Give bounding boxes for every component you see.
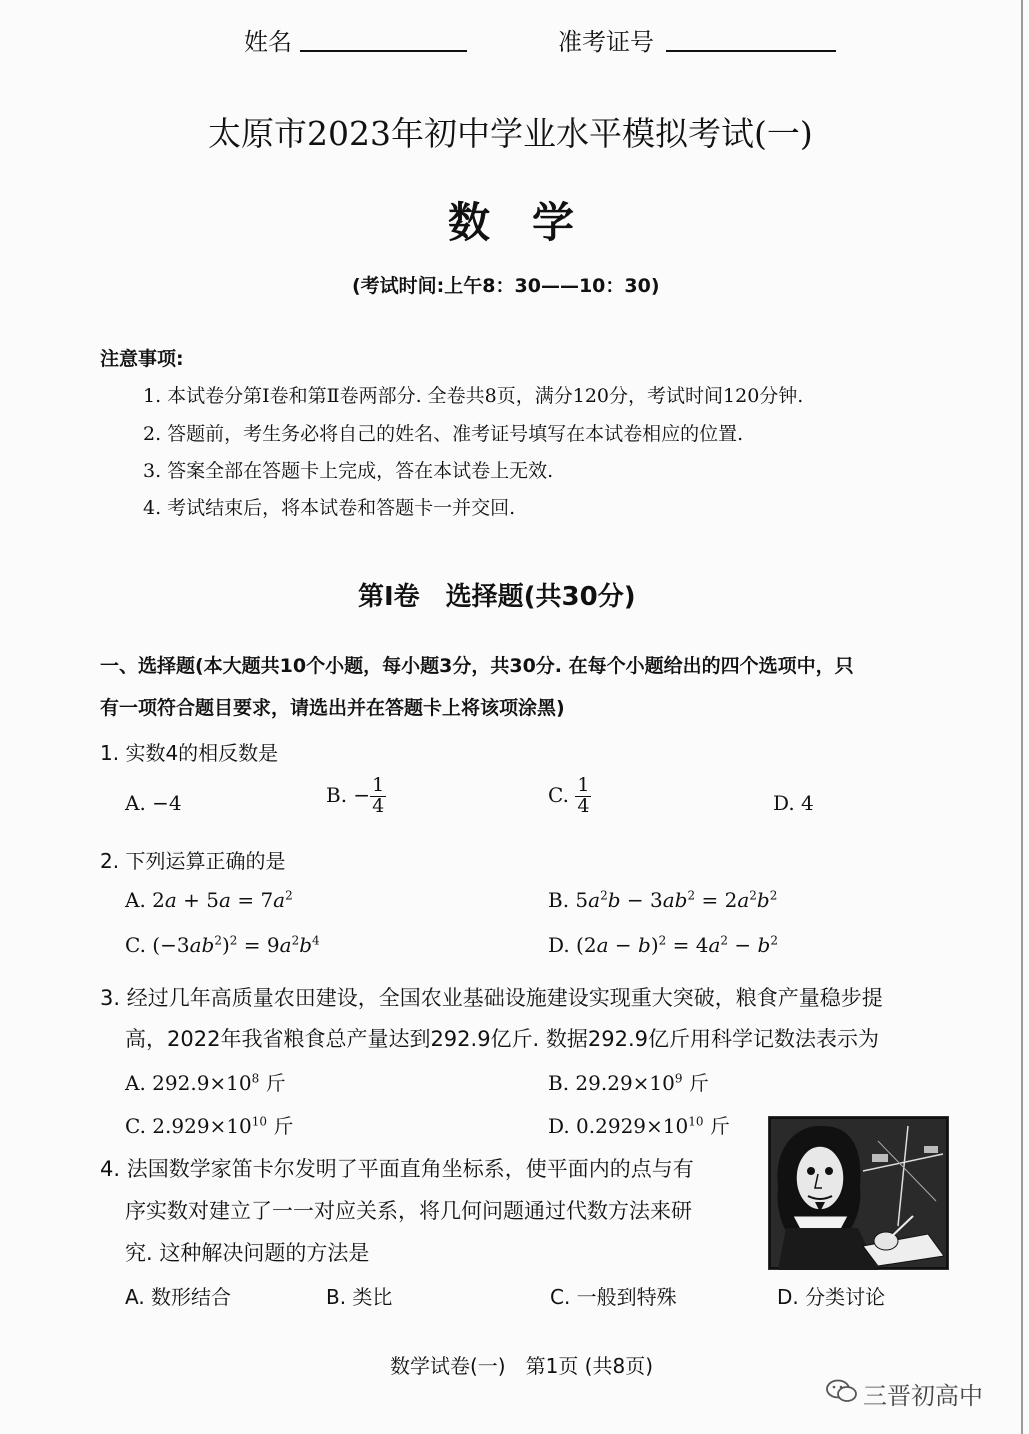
q4-option-c: C. 一般到特殊 xyxy=(550,1285,677,1309)
q3-stem: 3. 经过几年高质量农田建设，全国农业基础设施建设实现重大突破，粮食产量稳步提 xyxy=(100,986,883,1010)
wechat-icon xyxy=(826,1379,858,1403)
q3-option-c: C. $2.929\times 10^{10}$ 斤 xyxy=(125,1114,294,1138)
q1-option-c xyxy=(548,776,591,817)
q3-stem-cont: 高，2022年我省粮食总产量达到292.9亿斤. 数据292.9亿斤用科学记数法表示为 xyxy=(125,1027,880,1051)
q1-option-a: A. −4 xyxy=(125,791,182,815)
watermark-text: 三晋初高中 xyxy=(863,1382,983,1410)
descartes-portrait-image xyxy=(768,1116,949,1270)
q3-option-a: A. $292.9\times 10^8$ 斤 xyxy=(125,1071,286,1095)
page-edge xyxy=(1021,0,1023,1434)
fraction-numerator: 1 xyxy=(577,774,590,796)
q2-stem: 2. 下列运算正确的是 xyxy=(100,849,286,873)
name-label: 姓名 xyxy=(244,28,292,56)
q2-option-b: B. $5a^2b - 3ab^2 = 2a^2b^2$ xyxy=(548,888,778,912)
q2-option-d: D. $(2a - b)^2 = 4a^2 - b^2$ xyxy=(548,933,778,957)
q4-stem-cont: 究. 这种解决问题的方法是 xyxy=(125,1241,370,1265)
q1-option-b xyxy=(326,776,386,817)
q1-option-d: D. 4 xyxy=(773,791,814,815)
q2-option-c: C. $(-3ab^2)^2 = 9a^2b^4$ xyxy=(125,933,320,957)
fraction-denominator: 4 xyxy=(577,794,590,817)
exam-title: 太原市2023年初中学业水平模拟考试(一) xyxy=(208,114,813,153)
q1-option-c-fraction xyxy=(575,776,591,817)
fraction-denominator: 4 xyxy=(372,794,385,817)
subject-title: 数 学 xyxy=(448,198,575,247)
notes-heading: 注意事项: xyxy=(100,348,184,370)
q1-stem: 1. 实数4的相反数是 xyxy=(100,741,279,765)
note-item: 4. 考试结束后，将本试卷和答题卡一并交回. xyxy=(143,497,516,519)
q1-option-c-prefix: C. xyxy=(548,782,569,807)
q3-option-b: B. $29.29\times 10^9$ 斤 xyxy=(548,1071,709,1095)
note-item: 3. 答案全部在答题卡上完成，答在本试卷上无效. xyxy=(143,460,554,482)
q1-option-b-fraction xyxy=(370,776,386,817)
name-field[interactable] xyxy=(300,50,467,52)
q4-option-b: B. 类比 xyxy=(326,1285,393,1309)
note-item: 2. 答题前，考生务必将自己的姓名、准考证号填写在本试卷相应的位置. xyxy=(143,423,744,445)
descartes-illustration xyxy=(768,1116,949,1270)
q4-stem: 4. 法国数学家笛卡尔发明了平面直角坐标系，使平面内的点与有 xyxy=(100,1157,694,1181)
q3-option-d: D. $0.2929\times 10^{10}$ 斤 xyxy=(548,1114,730,1138)
part-one-instructions-cont: 有一项符合题目要求，请选出并在答题卡上将该项涂黑) xyxy=(100,697,565,719)
exam-time: (考试时间:上午8：30——10：30) xyxy=(352,275,660,297)
exam-id-field[interactable] xyxy=(666,50,836,52)
q1-option-b-prefix: B. − xyxy=(326,782,371,807)
section-title: 第Ⅰ卷 选择题(共30分) xyxy=(358,582,636,612)
page-footer: 数学试卷(一) 第1页 (共8页) xyxy=(390,1354,654,1378)
exam-id-label: 准考证号 xyxy=(558,28,654,56)
q4-option-d: D. 分类讨论 xyxy=(777,1285,886,1309)
q2-option-a: A. $2a + 5a = 7a^2$ xyxy=(125,888,293,912)
fraction-numerator: 1 xyxy=(372,774,385,796)
q4-stem-cont: 序实数对建立了一一对应关系，将几何问题通过代数方法来研 xyxy=(125,1199,692,1223)
q4-option-a: A. 数形结合 xyxy=(125,1285,232,1309)
note-item: 1. 本试卷分第Ⅰ卷和第Ⅱ卷两部分. 全卷共8页，满分120分，考试时间120分钟. xyxy=(143,385,804,407)
part-one-instructions: 一、选择题(本大题共10个小题，每小题3分，共30分. 在每个小题给出的四个选项中，只 xyxy=(100,655,854,677)
